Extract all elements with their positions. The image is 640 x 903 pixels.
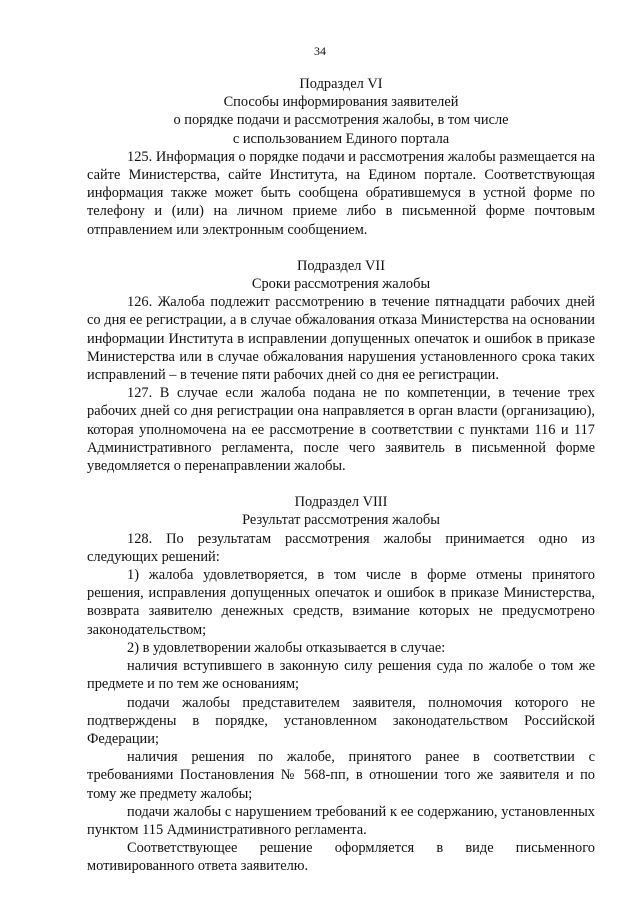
section-subheading: с использованием Единого портала [232,130,450,147]
page-number: 34 [314,44,326,58]
section-vi [87,75,595,239]
paragraph-125: 125. Информация о порядке подачи и рассмотрения жалобы размещается на сайте Министерства, сайте Института, на Едином портале. Соответствующая информация также может быть сообщена обратившемуся в устной форме по телефону и (или) на личном приеме либо в письменной форме почтовым отправлением или электронным сообщением. [87,148,595,238]
refusal-reason: наличия решения по жалобе, принятого ранее в соответствии с требованиями Постановления № 568-пп, в отношении того же заявителя и по тому же предмету жалобы; [87,749,595,802]
section-subheading: о порядке подачи и рассмотрения жалобы, в том числе [173,112,509,129]
refusal-reason: наличия вступившего в законную силу решения суда по жалобе о том же предмете и по тем же основаниям; [87,658,595,693]
section-vii [87,257,595,475]
decision-paragraph: Соответствующее решение оформляется в виде письменного мотивированного ответа заявителю. [87,840,595,875]
section-heading: Подраздел VIII [294,494,388,511]
section-subheading: Способы информирования заявителей [223,94,459,111]
list-item-2: 2) в удовлетворении жалобы отказывается в случае: [127,639,446,656]
section-heading: Подраздел VII [297,257,385,274]
section-subheading: Сроки рассмотрения жалобы [251,276,431,293]
paragraph-126: 126. Жалоба подлежит рассмотрению в течение пятнадцати рабочих дней со дня ее регистрации, а в случае обжалования отказа Министерства на основании информации Института в исправлении допущенных опечаток и ошибок в приказе Министерства или в случае обжалования нарушения установленного срока таких исправлений – в течение пяти рабочих дней со дня ее регистрации. [87,294,595,384]
paragraph-128: 128. По результатам рассмотрения жалобы принимается одно из следующих решений: [87,530,595,565]
section-spacer [87,475,595,493]
paragraph-127: 127. В случае если жалоба подана не по компетенции, в течение трех рабочих дней со дня регистрации она направляется в орган власти (организацию), которая уполномочена на ее рассмотрение в соответствии с пунктами 116 и 117 Административного регламента, после чего заявитель в письменной форме уведомляется о перенаправлении жалобы. [87,385,595,475]
section-viii [87,493,595,875]
list-item-1: 1) жалоба удовлетворяется, в том числе в форме отмены принятого решения, исправления допущенных опечаток и ошибок в приказе Министерства, возврата заявителю денежных средств, взимание которых не предусмотрено законодательством; [87,567,595,638]
refusal-reason: подачи жалобы с нарушением требований к ее содержанию, установленных пунктом 115 Административного регламента. [87,803,595,838]
document-body [87,75,595,876]
section-subheading: Результат рассмотрения жалобы [242,512,440,529]
refusal-reason: подачи жалобы представителем заявителя, полномочия которого не подтверждены в порядке, установленном законодательством Российской Федерации; [87,694,595,747]
section-heading: Подраздел VI [299,76,383,92]
section-spacer [87,239,595,257]
